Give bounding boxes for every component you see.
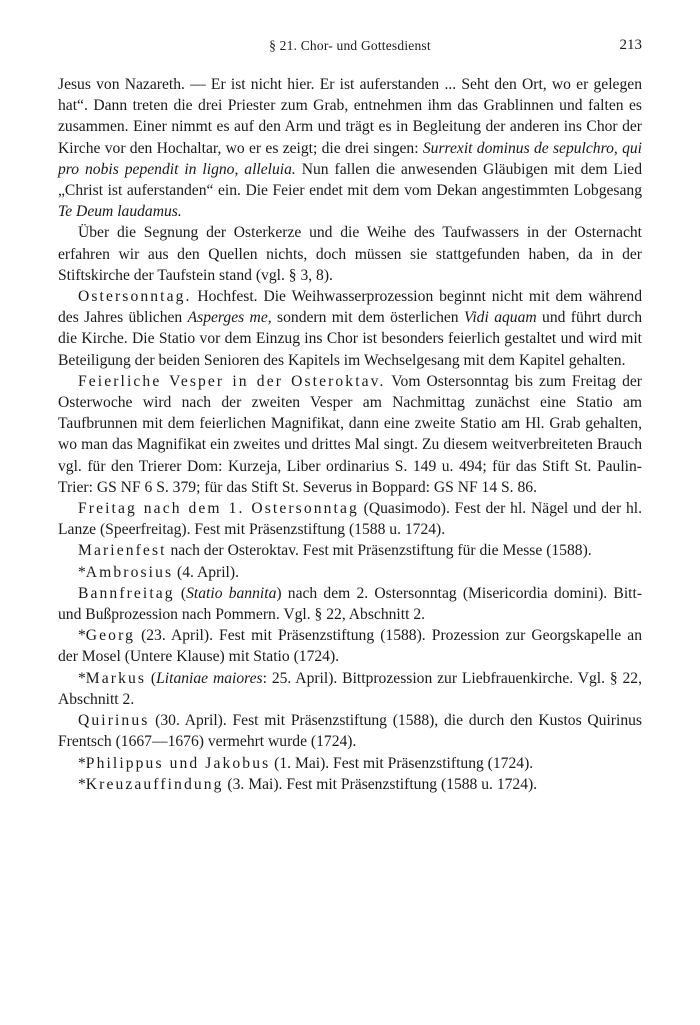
- text-run: und führt durch die Kirche. Die Statio vor dem Einzug ins Chor ist besonders feierlich gestaltet und wird mit Beteiligung der beiden Senioren des Kapitels im Wechselgesang mit dem Kapitel gehalten.: [58, 309, 643, 369]
- text-run: Vom Ostersonntag bis zum Freitag der Osterwoche wird nach der zweiten Vesper am Nachmittag zunächst eine Statio am Taufbrunnen mit dem feierlichen Magnifikat, dann eine zweite Statio am Hl. Grab gehalten, wo man das Magnifikat ein zweites und drittes Mal singt. Zu diesem weitverbreiteten Brauch vgl. für den Trierer Dom: Kurzeja, Liber ordinarius S. 149 u. 494; für das Stift St. Paulin-Trier: GS NF 6 S. 379; für das Stift St. Severus in Boppard: GS NF 14 S. 86.: [58, 372, 642, 496]
- latin-phrase: Asperges me,: [187, 309, 272, 327]
- text-run: *: [78, 669, 86, 687]
- text-run: (: [146, 669, 157, 687]
- text-run: (30. April). Fest mit Präsenzstiftung (1588), die durch den Kustos Quirinus Frentsch (1667—1676) vermehrt wurde (1724).: [58, 712, 642, 751]
- latin-phrase: Litaniae maiores: [156, 669, 263, 687]
- text-run: *: [78, 563, 86, 581]
- page-header: [58, 38, 642, 58]
- feast-heading: Ostersonntag.: [78, 288, 192, 306]
- text-run: *: [78, 627, 86, 645]
- paragraph: [58, 583, 642, 625]
- feast-heading: Feierliche Vesper in der Osteroktav.: [78, 372, 386, 390]
- paragraph: [58, 540, 642, 561]
- paragraph: [58, 668, 642, 710]
- paragraph: [58, 222, 642, 286]
- body-text: [58, 74, 642, 795]
- text-run: Hochfest. Die Weihwasserprozession beginnt nicht mit dem während des Jahres üblichen: [58, 288, 642, 327]
- paragraph: [58, 74, 642, 222]
- feast-heading: Marienfest: [78, 542, 167, 560]
- feast-heading: Philippus und Jakobus: [85, 754, 271, 772]
- running-title: § 21. Chor- und Gottesdienst: [269, 38, 431, 53]
- feast-heading: Kreuzauffindung: [85, 775, 224, 793]
- feast-heading: Bannfreitag: [78, 584, 175, 602]
- paragraph: [58, 625, 642, 667]
- feast-heading: Ambrosius: [85, 563, 174, 581]
- text-run: Nun fallen die anwesenden Gläubigen mit dem Lied „Christ ist auferstanden“ ein. Die Feier endet mit dem vom Dekan angestimmten Lobgesang: [58, 160, 643, 200]
- paragraph: [58, 498, 642, 540]
- latin-phrase: Surrexit dominus de sepulchro, qui pro nobis pependit in ligno, alleluia.: [58, 139, 642, 178]
- feast-heading: Freitag nach dem 1. Ostersonntag: [78, 500, 359, 518]
- feast-heading: Georg: [85, 627, 135, 645]
- paragraph: [58, 774, 642, 795]
- text-run: *: [78, 775, 86, 793]
- feast-heading: Quirinus: [78, 712, 150, 730]
- paragraph: [58, 371, 642, 498]
- text-run: Jesus von Nazareth. — Er ist nicht hier. Er ist auferstanden ... Seht den Ort, wo er gelegen hat“. Dann treten die drei Priester zum Grab, entnehmen ihm das Grablinnen und falten es zusammen. Einer nimmt es auf den Arm und trägt es in Begleitung der anderen ins Chor der Kirche vor den Hochaltar, wo er es zeigt; die drei singen:: [58, 76, 642, 157]
- text-run: (23. April). Fest mit Präsenzstiftung (1588). Prozession zur Georgskapelle an der Mosel (Untere Klause) mit Statio (1724).: [58, 627, 642, 666]
- paragraph: [58, 710, 642, 752]
- latin-phrase: Vidi aquam: [463, 309, 537, 327]
- latin-phrase: Te Deum laudamus.: [58, 203, 182, 221]
- text-run: *: [78, 754, 86, 772]
- paragraph: [58, 753, 642, 774]
- text-run: nach der Osteroktav. Fest mit Präsenzstiftung für die Messe (1588).: [166, 542, 592, 560]
- paragraph: [58, 562, 642, 583]
- latin-phrase: Statio bannita: [186, 584, 277, 602]
- text-run: (: [174, 584, 187, 602]
- text-run: : 25. April). Bittprozession zur Liebfrauenkirche. Vgl. § 22, Abschnitt 2.: [58, 669, 643, 708]
- page-number: 213: [619, 37, 642, 53]
- paragraph: [58, 286, 642, 371]
- text-run: sondern mit dem österlichen: [271, 309, 464, 327]
- text-run: (1. Mai). Fest mit Präsenzstiftung (1724).: [270, 754, 534, 772]
- text-run: Über die Segnung der Osterkerze und die Weihe des Taufwassers in der Osternacht erfahren wir aus den Quellen nichts, doch müssen sie stattgefunden haben, da in der Stiftskirche der Taufstein stand (vgl. § 3, 8).: [58, 224, 642, 284]
- text-run: (4. April).: [173, 563, 239, 581]
- text-run: ) nach dem 2. Ostersonntag (Misericordia domini). Bitt- und Bußprozession nach Pommern. Vgl. § 22, Abschnitt 2.: [58, 584, 643, 624]
- feast-heading: Markus: [85, 669, 147, 687]
- text-run: (3. Mai). Fest mit Präsenzstiftung (1588 u. 1724).: [223, 775, 538, 793]
- text-run: (Quasimodo). Fest der hl. Nägel und der hl. Lanze (Speerfreitag). Fest mit Präsenzstiftung (1588 u. 1724).: [58, 500, 642, 539]
